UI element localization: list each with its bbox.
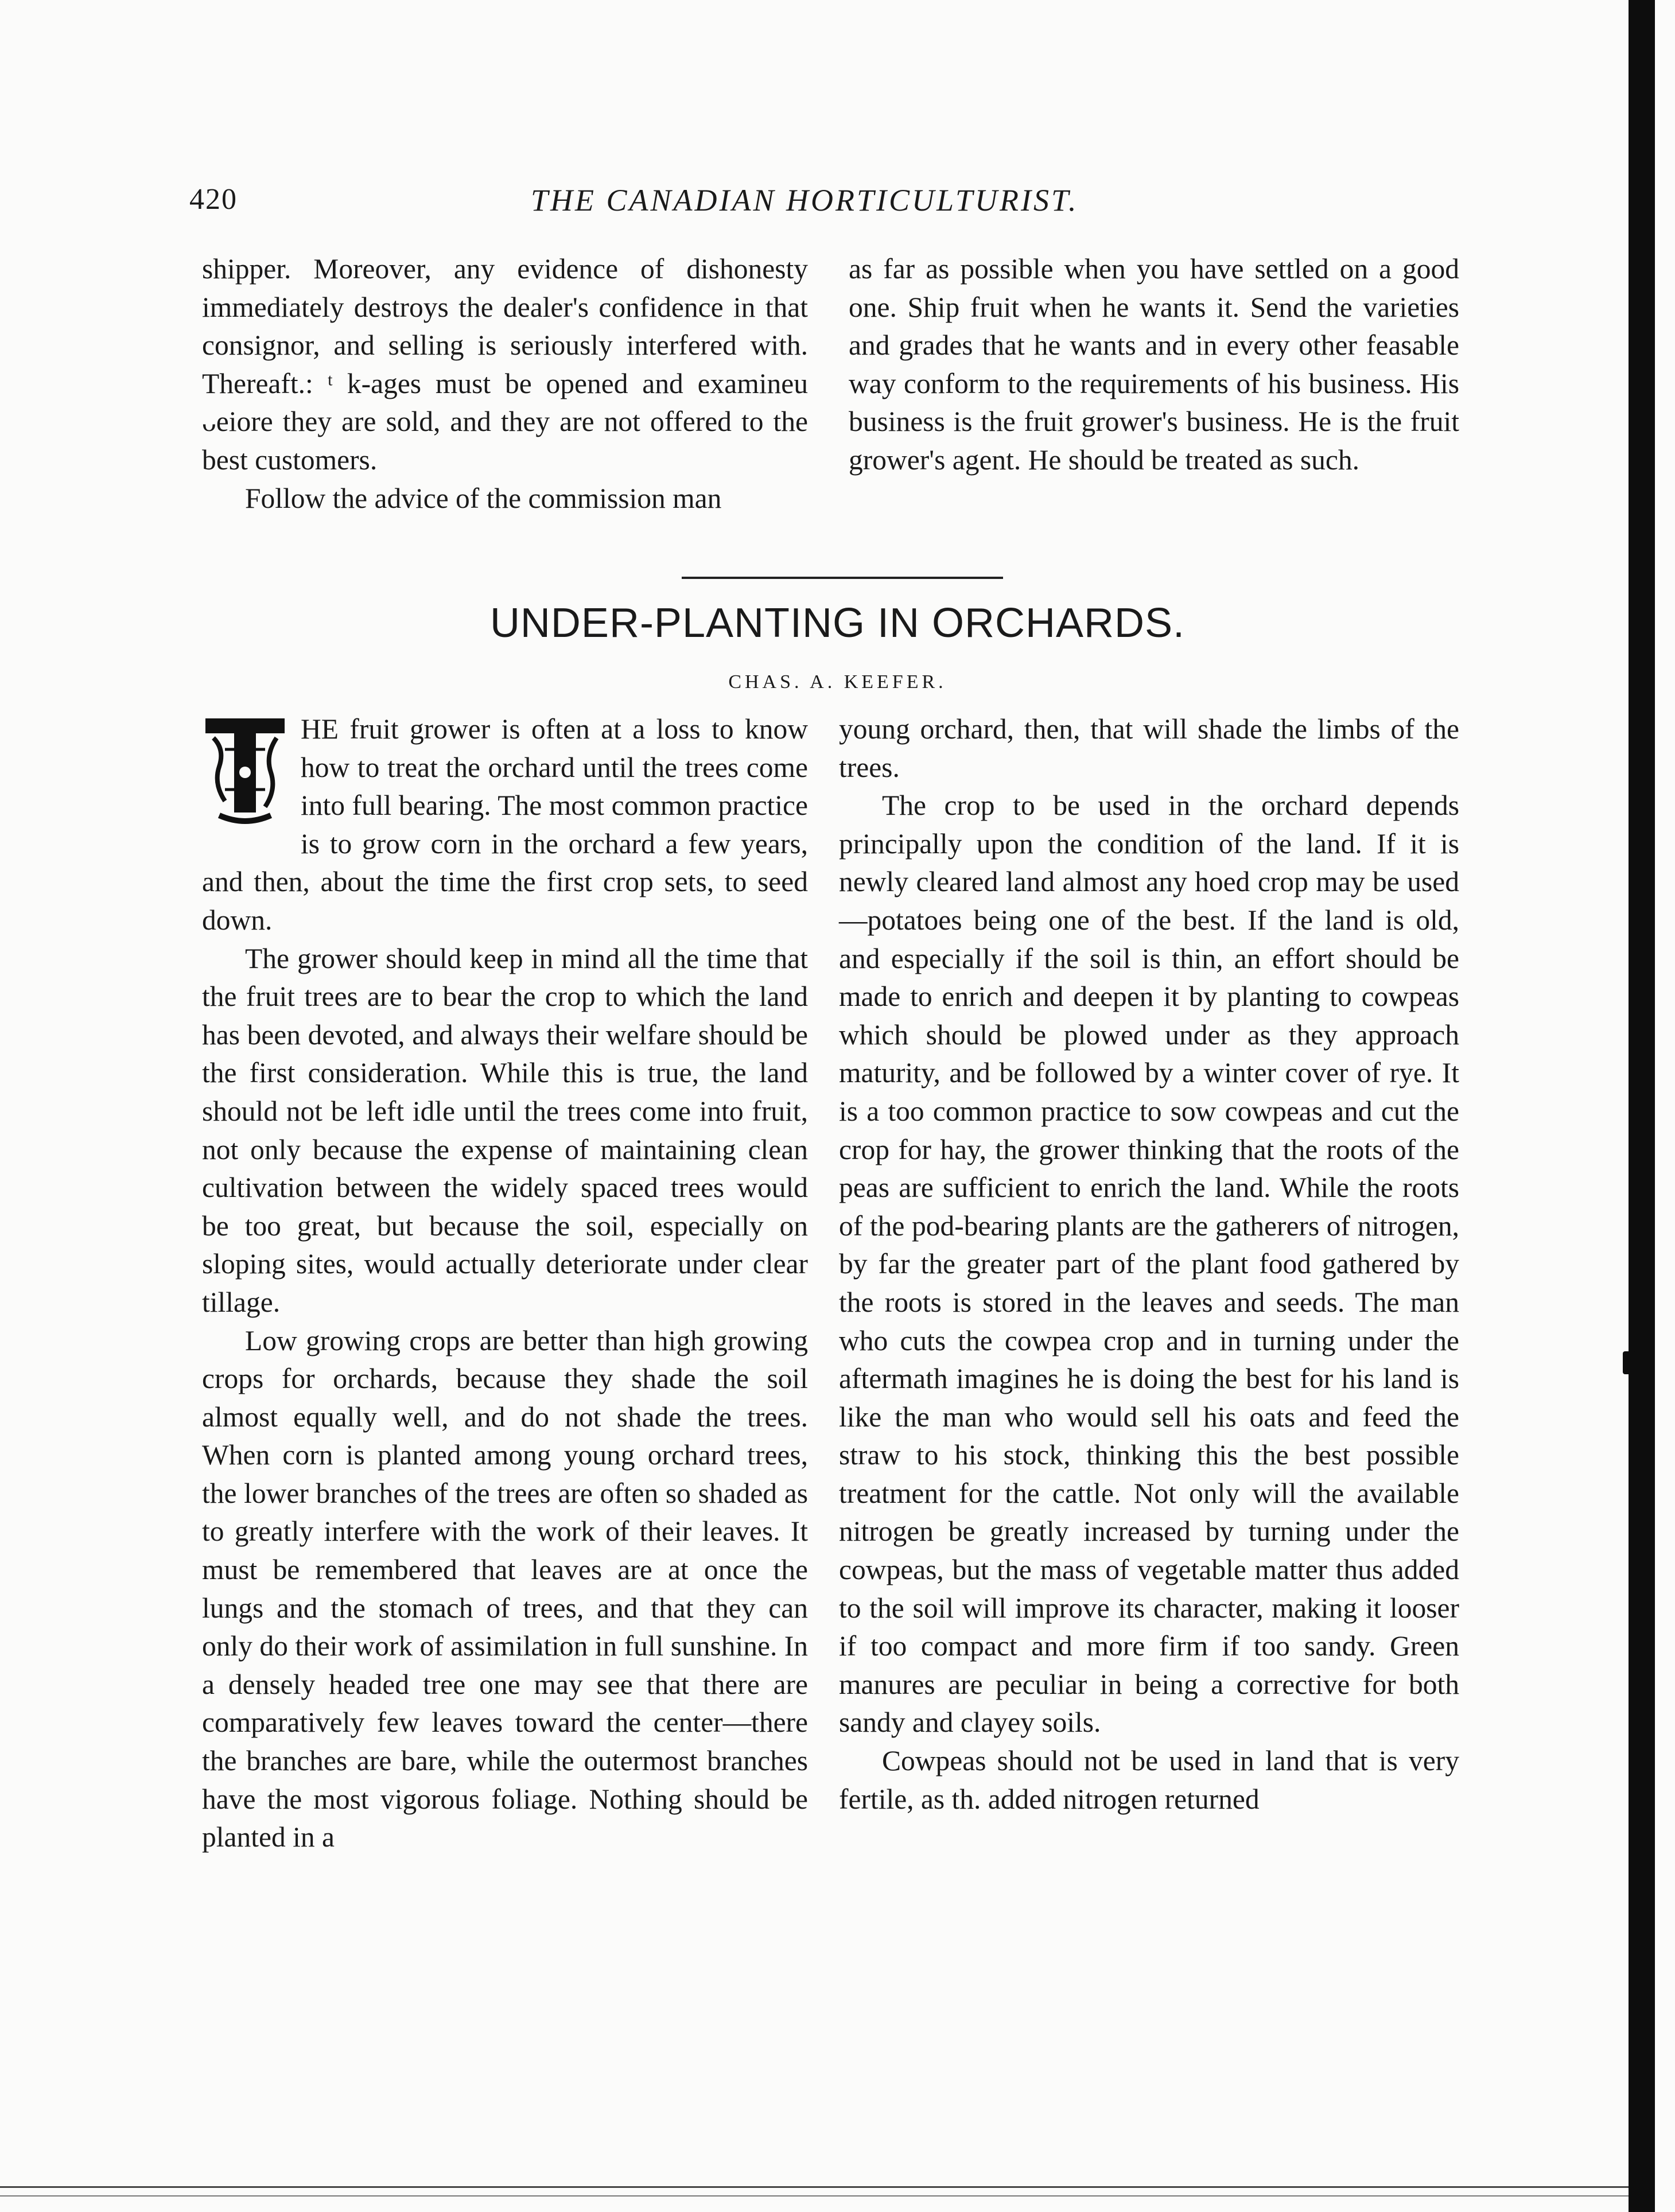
- article-paragraph: young orchard, then, that will shade the limbs of the trees.: [839, 713, 1459, 783]
- article-right-column: [839, 710, 1459, 1818]
- section-divider: [682, 577, 1003, 579]
- binding-notch: [1623, 1351, 1635, 1374]
- article-title: UNDER-PLANTING IN ORCHARDS.: [489, 600, 1186, 646]
- article-paragraph: HE fruit grower is often at a loss to know how to treat the orchard until the trees come into full bearing. The most common practice is to grow corn in the orchard a few years, and then, about the time the first crop sets, to seed down.: [202, 713, 808, 936]
- binding-edge: [1629, 0, 1655, 2212]
- top-left-paragraph: shipper. Moreover, any evidence of dishonesty immediately destroys the dealer's confidence in that consignor, and selling is seriously interfered with. Thereaft.: ᵗ k-ages must be opened and examineu ᴗeiore they are sold, and they are not offered to the best customers.: [202, 253, 808, 476]
- article-paragraph: The crop to be used in the orchard depends principally upon the condition of the land. If it is newly cleared land almost any hoed crop may be used—potatoes being one of the best. If the land is old, and especially if the soil is thin, an effort should be made to enrich and deepen it by planting to cowpeas which should be plowed under as they approach maturity, and be followed by a winter cover of rye. It is a too common practice to sow cowpeas and cut the crop for hay, the grower thinking that the roots of the peas are sufficient to enrich the land. While the roots of the pod-bearing plants are the gatherers of nitrogen, by far the greater part of the plant food gathered by the roots is stored in the leaves and seeds. The man who cuts the cowpea crop and in turning under the aftermath imagines he is doing the best for his land is like the man who would sell his oats and feed the straw to his stock, thinking this the best possible treatment for the cattle. Not only will the available nitrogen be greatly increased by turning under the cowpeas, but the mass of vegetable matter thus added to the soil will improve its character, making it looser if too compact and more firm if too sandy. Green manures are peculiar in being a corrective for both sandy and clayey soils.: [839, 790, 1459, 1739]
- bottom-edge-rule: [0, 2186, 1629, 2188]
- page-number: 420: [189, 183, 238, 216]
- drop-cap-ornament-icon: [202, 715, 288, 827]
- top-left-paragraph: Follow the advice of the commission man: [245, 482, 722, 514]
- article-author: CHAS. A. KEEFER.: [728, 671, 947, 693]
- running-title: THE CANADIAN HORTICULTURIST.: [531, 183, 1079, 217]
- top-left-column: [202, 250, 808, 518]
- top-right-paragraph: as far as possible when you have settled on a good one. Ship fruit when he wants it. Send the varieties and grades that he wants and in every other feasable way conform to the requirements of his business. His business is the fruit grower's business. He is the fruit grower's agent. He should be treated as such.: [849, 253, 1459, 476]
- article-paragraph: Cowpeas should not be used in land that is very fertile, as th. added nitrogen returned: [839, 1745, 1459, 1815]
- top-right-column: [849, 250, 1459, 480]
- article-paragraph: The grower should keep in mind all the time that the fruit trees are to bear the crop to which the land has been devoted, and always their welfare should be the first consideration. While this is true, the land should not be left idle until the trees come into fruit, not only because the expense of maintaining clean cultivation between the widely spaced trees would be too great, but because the soil, especially on sloping sites, would actually deteriorate under clear tillage.: [202, 942, 808, 1318]
- article-paragraph: Low growing crops are better than high growing crops for orchards, because they shade the soil almost equally well, and do not shade the trees. When corn is planted among young orchard trees, the lower branches of the trees are often so shaded as to greatly interfere with the work of their leaves. It must be remembered that leaves are at once the lungs and the stomach of trees, and that they can only do their work of assimilation in full sunshine. In a densely headed tree one may see that there are comparatively few leaves toward the center—there the branches are bare, while the outermost branches have the most vigorous foliage. Nothing should be planted in a: [202, 1324, 808, 1853]
- bottom-edge-rule: [0, 2195, 1629, 2197]
- drop-cap: [202, 715, 288, 827]
- page-header: [189, 182, 1475, 228]
- article-left-column: [202, 710, 808, 1857]
